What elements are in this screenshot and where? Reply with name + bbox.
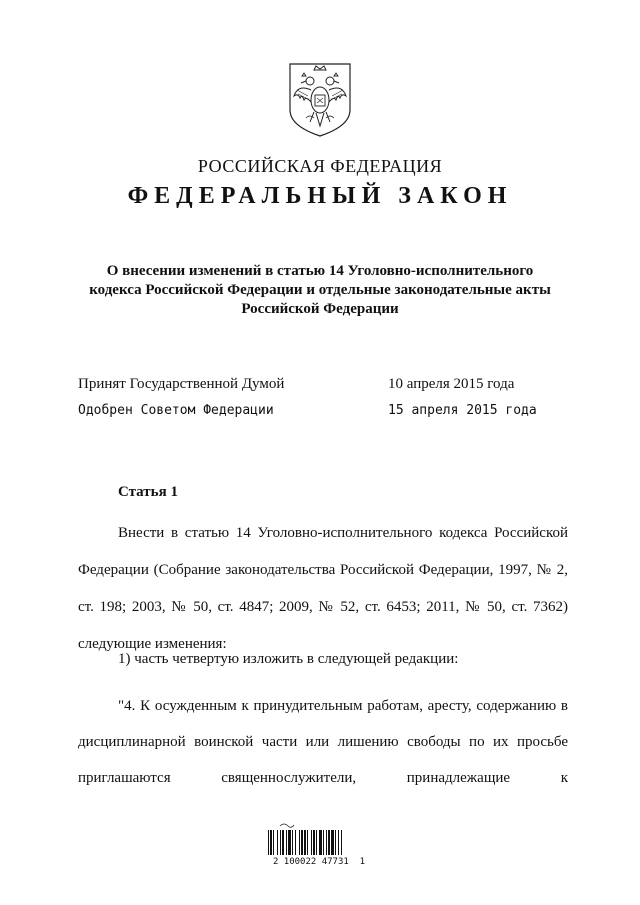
title-line: О внесении изменений в статью 14 Уголовно-исполнительного (106, 263, 534, 279)
article-paragraph: Внести в статью 14 Уголовно-исполнительного кодекса Российской Федерации (Собрание законодательства Российской Федерации, 1997, № 2, ст. 198; 2003, № 50, ст. 4847; 2009, № 52, ст. 6453; 2011, № 50, ст. 7362) следующие изменения: (78, 525, 568, 652)
article-heading: Статья 1 (118, 484, 178, 500)
barcode-number: 2 100022 47731 1 (272, 857, 366, 867)
adoption-row-duma (78, 376, 578, 398)
title-line: кодекса Российской Федерации и отдельные законодательные акты (89, 282, 551, 298)
adoption-date: 15 апреля 2015 года (388, 403, 537, 418)
adoption-row-council (78, 403, 578, 425)
barcode (266, 822, 374, 856)
adoption-date: 10 апреля 2015 года (388, 376, 515, 392)
article-paragraph: 1) часть четвертую изложить в следующей редакции: (118, 651, 459, 667)
law-type-heading: ФЕДЕРАЛЬНЫЙ ЗАКОН (127, 183, 513, 209)
title-line: Российской Федерации (241, 301, 399, 317)
adoption-label: Одобрен Советом Федерации (78, 403, 274, 418)
article-paragraph: "4. К осужденным к принудительным работам, аресту, содержанию в дисциплинарной воинской части или лишению свободы по их просьбе приглашаются священнослужители, принадлежащие к (78, 698, 568, 786)
adoption-label: Принят Государственной Думой (78, 376, 285, 392)
document-title (60, 262, 580, 319)
coat-of-arms-icon (286, 60, 354, 138)
country-heading: РОССИЙСКАЯ ФЕДЕРАЦИЯ (197, 156, 443, 176)
